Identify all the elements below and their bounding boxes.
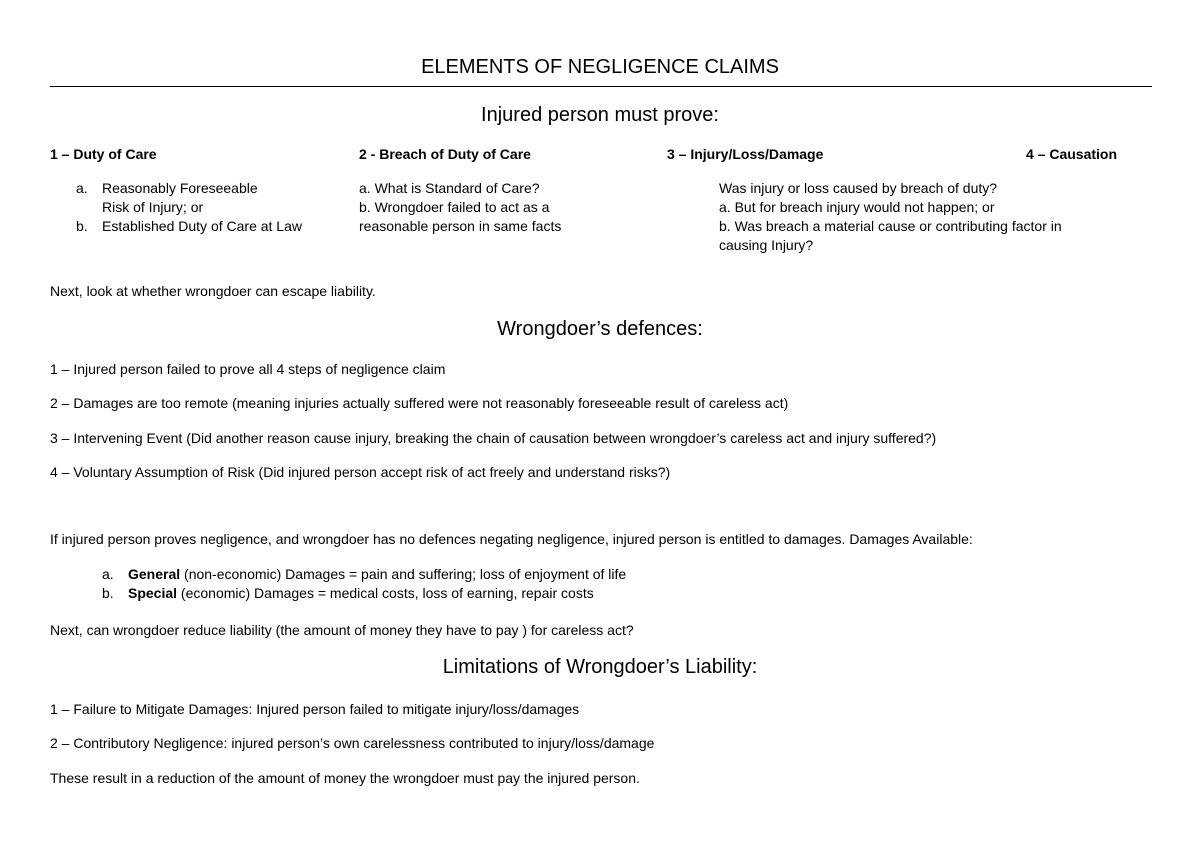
text-line: b. Was breach a material cause or contributing factor in: [719, 218, 1062, 234]
column-header-injury: 3 – Injury/Loss/Damage: [667, 146, 824, 162]
list-marker: b.: [76, 218, 88, 234]
list-item-text: Established Duty of Care at Law: [102, 218, 302, 234]
text-line: a. What is Standard of Care?: [359, 180, 540, 196]
proof-heading: Injured person must prove:: [481, 104, 719, 126]
list-item: [50, 198, 302, 217]
text-line: reasonable person in same facts: [359, 218, 562, 234]
reduce-liability-text: Next, can wrongdoer reduce liability (the amount of money they have to pay ) for careless act?: [50, 622, 634, 638]
document-title: ELEMENTS OF NEGLIGENCE CLAIMS: [421, 56, 779, 78]
escape-liability-text: Next, look at whether wrongdoer can escape liability.: [50, 283, 376, 299]
column-header-breach: 2 - Breach of Duty of Care: [359, 146, 531, 162]
damage-type: General: [128, 566, 181, 582]
column-header-duty-of-care: 1 – Duty of Care: [50, 146, 157, 162]
text-line: causing Injury?: [719, 237, 814, 253]
list-marker: a.: [102, 566, 114, 582]
limitations-heading: Limitations of Wrongdoer’s Liability:: [442, 656, 758, 678]
damage-type: Special: [128, 585, 178, 601]
damages-list: [50, 565, 626, 603]
defence-item: 3 – Intervening Event (Did another reason cause injury, breaking the chain of causation between wrongdoer’s careless act and injury suffered?): [50, 430, 937, 446]
list-item-text: Risk of Injury; or: [102, 199, 204, 215]
injury-details: [719, 179, 1062, 255]
defences-heading: Wrongdoer’s defences:: [497, 318, 703, 340]
duty-of-care-list: [50, 179, 302, 236]
list-item: [50, 179, 302, 198]
closing-text: These result in a reduction of the amount of money the wrongdoer must pay the injured person.: [50, 770, 640, 786]
list-item: [50, 565, 626, 584]
breach-details: [359, 179, 561, 236]
list-marker: b.: [102, 585, 114, 601]
limitation-item: 2 – Contributory Negligence: injured person’s own carelessness contributed to injury/loss/damage: [50, 735, 655, 751]
damage-description: (non-economic) Damages = pain and suffering; loss of enjoyment of life: [180, 566, 627, 582]
title-divider: [50, 86, 1152, 87]
list-item: [50, 584, 626, 603]
list-marker: a.: [76, 180, 88, 196]
damage-description: (economic) Damages = medical costs, loss of earning, repair costs: [177, 585, 594, 601]
list-item: [50, 217, 302, 236]
list-item-text: Reasonably Foreseeable: [102, 180, 258, 196]
defence-item: 1 – Injured person failed to prove all 4 steps of negligence claim: [50, 361, 446, 377]
damages-intro: If injured person proves negligence, and wrongdoer has no defences negating negligence, injured person is entitled to damages. Damages Available:: [50, 531, 973, 547]
text-line: b. Wrongdoer failed to act as a: [359, 199, 550, 215]
text-line: Was injury or loss caused by breach of duty?: [719, 180, 998, 196]
column-header-causation: 4 – Causation: [1026, 146, 1118, 162]
limitation-item: 1 – Failure to Mitigate Damages: Injured person failed to mitigate injury/loss/damages: [50, 701, 580, 717]
defence-item: 2 – Damages are too remote (meaning injuries actually suffered were not reasonably foreseeable result of careless act): [50, 395, 789, 411]
text-line: a. But for breach injury would not happen; or: [719, 199, 995, 215]
defence-item: 4 – Voluntary Assumption of Risk (Did injured person accept risk of act freely and understand risks?): [50, 464, 671, 480]
